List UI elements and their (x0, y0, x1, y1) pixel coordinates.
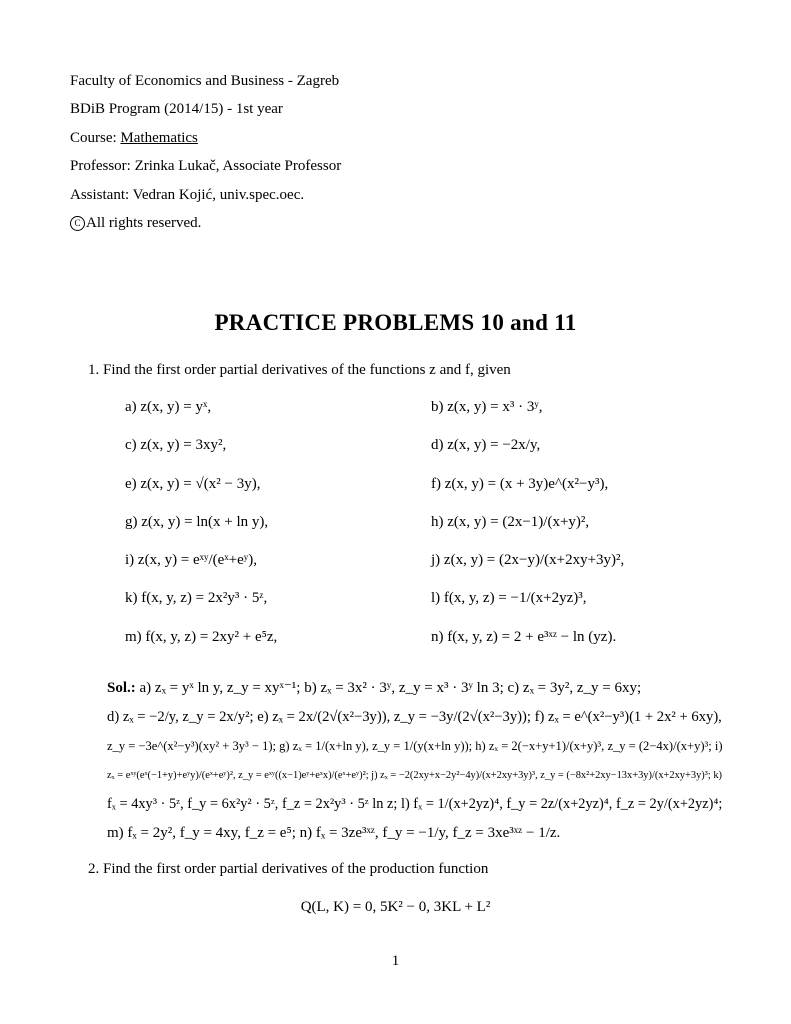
function-row (125, 513, 685, 551)
copyright-icon: C (70, 216, 85, 231)
rights-text: All rights reserved. (86, 214, 202, 231)
solution-text: a) zₓ = yˣ ln y, z_y = xyˣ⁻¹; b) zₓ = 3x² · 3ʸ, z_y = x³ · 3ʸ ln 3; c) zₓ = 3y², z_y = 6xy; (139, 680, 642, 696)
course-label: Course: (70, 129, 121, 146)
function-item-c: c) z(x, y) = 3xy², (125, 437, 227, 454)
function-item-k: k) f(x, y, z) = 2x²y³ · 5ᶻ, (125, 590, 268, 607)
copyright-line (70, 214, 341, 242)
function-row (125, 475, 685, 513)
solution-line-4: zₓ = eˣʸ(eˣ(−1+y)+eʸy)/(eˣ+eʸ)², z_y = eˣʸ((x−1)eʸ+eˣx)/(eˣ+eʸ)²; j) zₓ = −2(2xy+x−2y²−4y)/(x+2xy+3y)³, z_y = (−8x²+2xy−13x+3y)/(x+2xy+3y)³; k) (107, 770, 723, 781)
assistant-line: Assistant: Vedran Kojić, univ.spec.oec. (70, 186, 305, 203)
function-item-i: i) z(x, y) = eˣʸ/(eˣ+eʸ), (125, 552, 257, 569)
function-row (125, 589, 685, 627)
page-number: 1 (391, 953, 400, 969)
function-item-a: a) z(x, y) = yˣ, (125, 399, 212, 415)
function-item-n: n) f(x, y, z) = 2 + e³ˣᶻ − ln (yz). (431, 628, 617, 645)
problem-1-function-list (125, 398, 685, 666)
function-item-d: d) z(x, y) = −2x/y, (431, 437, 541, 454)
function-row (125, 398, 685, 436)
solution-line-3: z_y = −3e^(x²−y³)(xy² + 3y³ − 1); g) zₓ = 1/(x+ln y), z_y = 1/(y(x+ln y)); h) zₓ = 2(−x+y+1)/(x+y)³, z_y = (2−4x)/(x+y)³; i) (107, 739, 723, 753)
solution-line-5: fₓ = 4xy³ · 5ᶻ, f_y = 6x²y² · 5ᶻ, f_z = 2x²y³ · 5ᶻ ln z; l) fₓ = 1/(x+2yz)⁴, f_y = 2z/(x+2yz)⁴, f_z = 2y/(x+2yz)⁴; (107, 796, 723, 812)
course-name: Mathematics (120, 129, 198, 146)
solution-label: Sol.: (107, 680, 136, 696)
document-header (70, 72, 341, 242)
solution-line-1 (107, 674, 723, 703)
function-item-e: e) z(x, y) = √(x² − 3y), (125, 475, 261, 492)
function-item-f: f) z(x, y) = (x + 3y)e^(x²−y³), (431, 475, 609, 492)
function-row (125, 628, 685, 666)
program-line: BDiB Program (2014/15) - 1st year (70, 101, 283, 118)
function-item-g: g) z(x, y) = ln(x + ln y), (125, 513, 269, 530)
faculty-line: Faculty of Economics and Business - Zagreb (70, 73, 340, 89)
page-title: PRACTICE PROBLEMS 10 and 11 (214, 310, 577, 335)
production-function-formula: Q(L, K) = 0, 5K² − 0, 3KL + L² (300, 899, 491, 915)
course-line (70, 129, 341, 157)
function-item-m: m) f(x, y, z) = 2xy² + e⁵z, (125, 628, 278, 645)
professor-line: Professor: Zrinka Lukač, Associate Professor (70, 158, 342, 175)
function-item-j: j) z(x, y) = (2x−y)/(x+2xy+3y)², (431, 552, 625, 569)
problem-2-statement: 2. Find the first order partial derivatives of the production function (88, 861, 489, 877)
solution-line-6: m) fₓ = 2y², f_y = 4xy, f_z = e⁵; n) fₓ = 3ze³ˣᶻ, f_y = −1/y, f_z = 3xe³ˣᶻ − 1/z. (107, 825, 561, 841)
solution-block (107, 674, 723, 848)
function-item-l: l) f(x, y, z) = −1/(x+2yz)³, (431, 590, 587, 607)
function-item-h: h) z(x, y) = (2x−1)/(x+y)², (431, 513, 590, 530)
solution-line-2: d) zₓ = −2/y, z_y = 2x/y²; e) zₓ = 2x/(2√(x²−3y)), z_y = −3y/(2√(x²−3y)); f) zₓ = e^(x²−y³)(1 + 2x² + 6xy), (107, 709, 722, 725)
function-item-b: b) z(x, y) = x³ · 3ʸ, (431, 399, 543, 415)
problem-1-statement: 1. Find the first order partial derivatives of the functions z and f, given (88, 362, 511, 378)
function-row (125, 436, 685, 474)
function-row (125, 551, 685, 589)
